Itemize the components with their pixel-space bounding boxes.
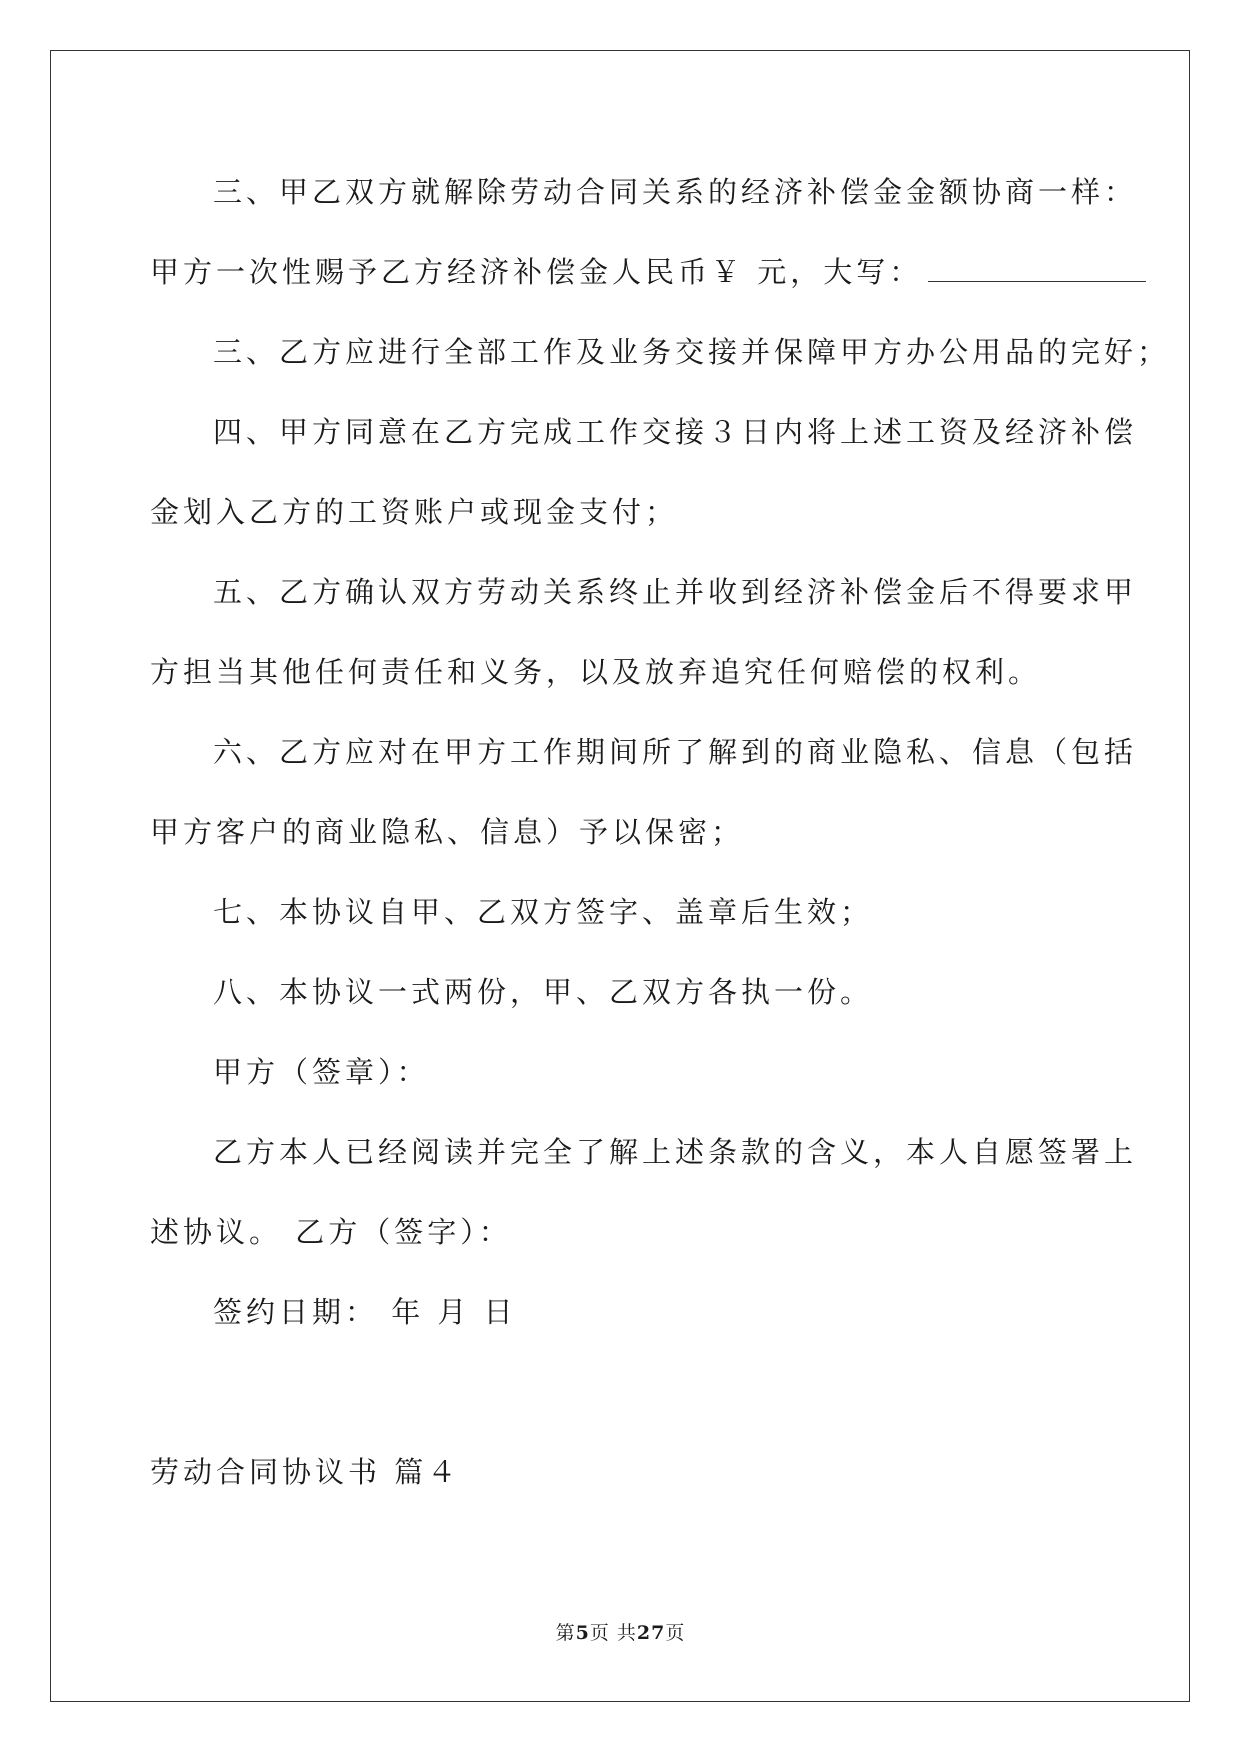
paragraph-3-handover: 三、乙方应进行全部工作及业务交接并保障甲方办公用品的完好； [213, 335, 1171, 369]
section-title: 劳动合同协议书 篇４ [150, 1455, 461, 1489]
footer-prefix: 第 [555, 1622, 576, 1644]
party-b-statement-line-1: 乙方本人已经阅读并完全了解上述条款的含义，本人自愿签署上 [213, 1135, 1138, 1169]
paragraph-6-line-2: 甲方客户的商业隐私、信息）予以保密； [150, 815, 745, 849]
footer-suffix: 页 [665, 1622, 686, 1644]
paragraph-8: 八、本协议一式两份，甲、乙双方各执一份。 [213, 975, 874, 1009]
paragraph-4-line-1: 四、甲方同意在乙方完成工作交接３日内将上述工资及经济补偿 [213, 415, 1138, 449]
paragraph-6-line-1: 六、乙方应对在甲方工作期间所了解到的商业隐私、信息（包括 [213, 735, 1138, 769]
party-b-statement-line-2: 述协议。 乙方（签字）： [150, 1215, 512, 1249]
signing-date-label: 签约日期： 年 月 日 [213, 1295, 517, 1329]
paragraph-compensation-amount [150, 252, 1146, 292]
footer-mid: 页 共 [589, 1622, 637, 1644]
amount-blank-line [928, 257, 1146, 282]
page-footer [0, 1618, 1241, 1645]
paragraph-5-line-1: 五、乙方确认双方劳动关系终止并收到经济补偿金后不得要求甲 [213, 575, 1138, 609]
footer-page-number: 5 [575, 1622, 590, 1644]
paragraph-7: 七、本协议自甲、乙双方签字、盖章后生效； [213, 895, 874, 929]
party-a-signature-label: 甲方（签章）： [213, 1055, 430, 1089]
paragraph-4-line-2: 金划入乙方的工资账户或现金支付； [150, 495, 679, 529]
footer-total-pages: 27 [636, 1622, 666, 1644]
paragraph-3-compensation: 三、甲乙双方就解除劳动合同关系的经济补偿金金额协商一样： [213, 175, 1138, 209]
compensation-amount-text: 甲方一次性赐予乙方经济补偿金人民币￥ 元，大写： [150, 255, 923, 289]
paragraph-5-line-2: 方担当其他任何责任和义务，以及放弃追究任何赔偿的权利。 [150, 655, 1042, 689]
